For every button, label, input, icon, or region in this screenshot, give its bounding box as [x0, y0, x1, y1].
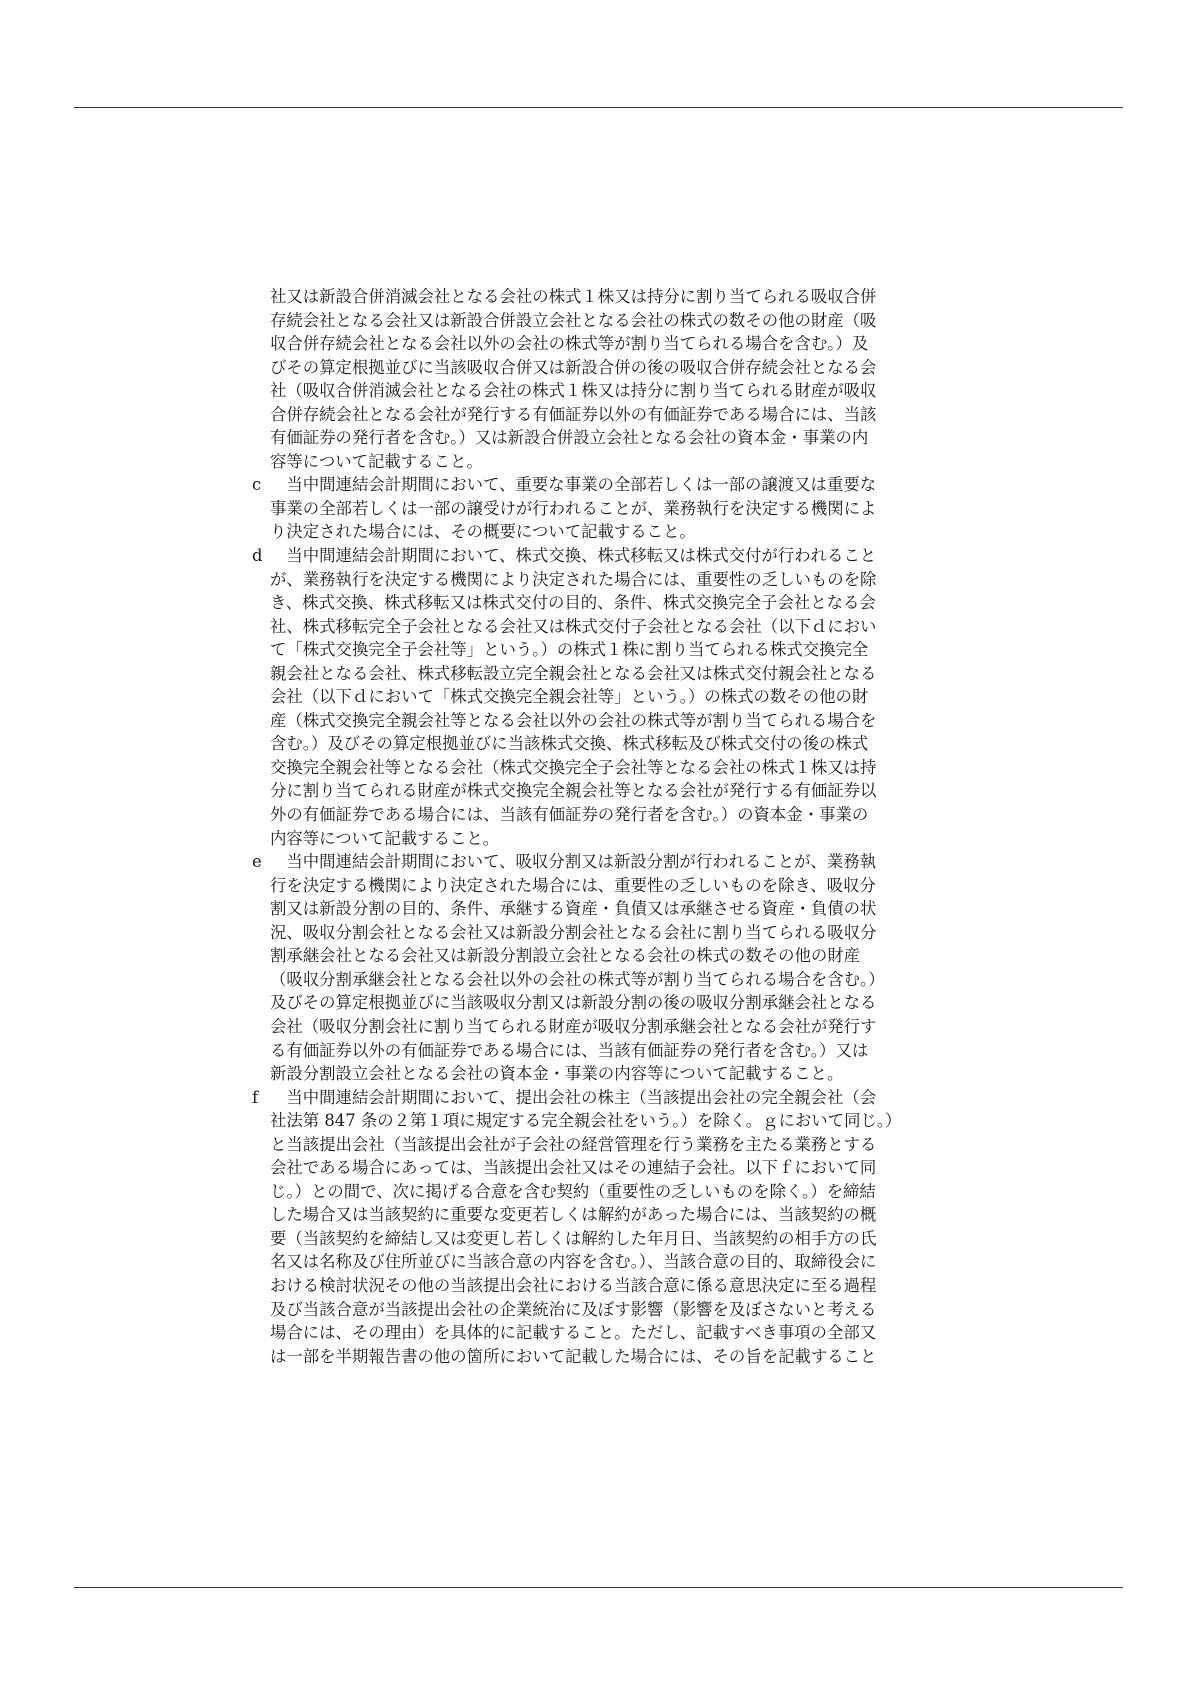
- text-line: [270, 803, 970, 827]
- text-line: [270, 732, 970, 756]
- text-line: [270, 827, 970, 851]
- text-line: [270, 568, 970, 592]
- line-text: 親会社となる会社、株式移転設立完全親会社となる会社又は株式交付親会社となる: [270, 663, 877, 683]
- text-line: [270, 1345, 970, 1369]
- item-c: [252, 473, 970, 544]
- text-line: [270, 874, 970, 898]
- text-line: [252, 473, 970, 497]
- line-text: 新設分割設立会社となる会社の資本金・事業の内容等について記載すること。: [270, 1064, 844, 1084]
- line-text: き、株式交換、株式移転又は株式交付の目的、条件、株式交換完全子会社となる会: [270, 593, 876, 613]
- line-text: 分に割り当てられる財産が株式交換完全親会社等となる会社が発行する有価証券以: [270, 781, 877, 801]
- line-text: 割又は新設分割の目的、条件、承継する資産・負債又は承継させる資産・負債の状: [270, 899, 877, 919]
- line-text: 外の有価証券である場合には、当該有価証券の発行者を含む。）の資本金・事業の: [270, 805, 869, 825]
- text-line: [270, 1062, 970, 1086]
- line-text: て「株式交換完全子会社等」という。）の株式１株に割り当てられる株式交換完全: [270, 640, 869, 660]
- text-line: [270, 756, 970, 780]
- text-line: [270, 709, 970, 733]
- footer-rule: [74, 1587, 1123, 1588]
- line-text: 社又は新設合併消滅会社となる会社の株式１株又は持分に割り当てられる吸収合併: [270, 287, 877, 306]
- line-text: びその算定根拠並びに当該吸収合併又は新設合併の後の吸収合併存続会社となる会: [270, 357, 877, 377]
- line-text: は一部を半期報告書の他の箇所において記載した場合には、その旨を記載すること: [270, 1346, 877, 1366]
- line-text: 容等について記載すること。: [270, 451, 483, 471]
- text-line: [270, 991, 970, 1015]
- line-text: 社（吸収合併消滅会社となる会社の株式１株又は持分に割り当てられる財産が吸収: [270, 381, 877, 401]
- line-text: が、業務執行を決定する機関により決定された場合には、重要性の乏しいものを除: [270, 569, 877, 589]
- line-text: 及びその算定根拠並びに当該吸収分割又は新設分割の後の吸収分割承継会社となる: [270, 993, 877, 1013]
- line-text: 要（当該契約を締結し又は変更し若しくは解約した年月日、当該契約の相手方の氏: [270, 1228, 877, 1248]
- item-marker: c: [252, 475, 262, 495]
- line-text: 及び当該合意が当該提出会社の企業統治に及ぼす影響（影響を及ぼさないと考える: [270, 1299, 877, 1319]
- text-line: [270, 379, 970, 403]
- line-text: （吸収分割承継会社となる会社以外の会社の株式等が割り当てられる場合を含む。）: [270, 969, 885, 989]
- text-line: [270, 1250, 970, 1274]
- text-line: [270, 332, 970, 356]
- text-line: [270, 1274, 970, 1298]
- text-line: [270, 921, 970, 945]
- text-line: [270, 1015, 970, 1039]
- text-line: [270, 285, 970, 309]
- text-line: [270, 1321, 970, 1345]
- line-text: 収合併存続会社となる会社以外の会社の株式等が割り当てられる場合を含む。）及: [270, 334, 869, 354]
- line-text: 行を決定する機関により決定された場合には、重要性の乏しいものを除き、吸収分: [270, 875, 876, 895]
- line-text: 況、吸収分割会社となる会社又は新設分割会社となる会社に割り当てられる吸収分: [270, 922, 877, 942]
- line-text: 当中間連結会計期間において、株式交換、株式移転又は株式交付が行われること: [270, 546, 877, 566]
- item-d: [252, 544, 970, 850]
- item-marker: d: [252, 546, 263, 566]
- text-line: [270, 1109, 970, 1133]
- text-line: [270, 897, 970, 921]
- line-text: 内容等について記載すること。: [270, 828, 500, 848]
- item-f: [252, 1086, 970, 1369]
- text-line: [270, 1133, 970, 1157]
- line-text: 会社（以下ｄにおいて「株式交換完全親会社等」という。）の株式の数その他の財: [270, 687, 869, 707]
- text-line: [270, 662, 970, 686]
- line-text: 産（株式交換完全親会社等となる会社以外の会社の株式等が割り当てられる場合を: [270, 710, 877, 730]
- line-text: 割承継会社となる会社又は新設分割設立会社となる会社の株式の数その他の財産: [270, 946, 861, 966]
- text-line: [270, 1156, 970, 1180]
- line-text: した場合又は当該契約に重要な変更若しくは解約があった場合には、当該契約の概: [270, 1205, 877, 1225]
- text-line: [252, 1086, 970, 1110]
- text-line: [270, 1203, 970, 1227]
- line-text: る有価証券以外の有価証券である場合には、当該有価証券の発行者を含む。）又は: [270, 1040, 869, 1060]
- text-line: [270, 426, 970, 450]
- header-rule: [74, 107, 1123, 108]
- text-line: [252, 850, 970, 874]
- text-line: [270, 1180, 970, 1204]
- text-line: [270, 356, 970, 380]
- line-text: 場合には、その理由）を具体的に記載すること。ただし、記載すべき事項の全部又: [270, 1323, 877, 1343]
- line-text: 会社（吸収分割会社に割り当てられる財産が吸収分割承継会社となる会社が発行す: [270, 1016, 877, 1036]
- line-text: おける検討状況その他の当該提出会社における当該合意に係る意思決定に至る過程: [270, 1275, 877, 1295]
- text-line: [270, 1039, 970, 1063]
- line-text: 当中間連結会計期間において、提出会社の株主（当該提出会社の完全親会社（会: [270, 1087, 877, 1107]
- text-line: [270, 944, 970, 968]
- item-e: [252, 850, 970, 1085]
- document-body: [252, 285, 970, 1368]
- item-marker: f: [252, 1087, 259, 1107]
- text-line: [270, 1298, 970, 1322]
- paragraph-continued: [270, 285, 970, 473]
- line-text: 会社である場合にあっては、当該提出会社又はその連結子会社。以下ｆにおいて同: [270, 1158, 877, 1178]
- line-text: 名又は名称及び住所並びに当該合意の内容を含む。）、当該合意の目的、取締役会に: [270, 1252, 877, 1272]
- line-text: 社、株式移転完全子会社となる会社又は株式交付子会社となる会社（以下ｄにおい: [270, 616, 877, 636]
- line-text: 社法第 847 条の２第１項に規定する完全親会社をいう。）を除く。ｇにおいて同じ。）: [270, 1111, 902, 1131]
- line-text: じ。）との間で、次に掲げる合意を含む契約（重要性の乏しいものを除く。）を締結: [270, 1181, 876, 1201]
- line-text: 当中間連結会計期間において、重要な事業の全部若しくは一部の譲渡又は重要な: [270, 475, 877, 495]
- text-line: [270, 403, 970, 427]
- text-line: [270, 968, 970, 992]
- line-text: 交換完全親会社等となる会社（株式交換完全子会社等となる会社の株式１株又は持: [270, 757, 877, 777]
- text-line: [270, 779, 970, 803]
- text-line: [252, 544, 970, 568]
- line-text: 存続会社となる会社又は新設合併設立会社となる会社の株式の数その他の財産（吸: [270, 310, 877, 330]
- text-line: [270, 638, 970, 662]
- text-line: [270, 520, 970, 544]
- text-line: [270, 450, 970, 474]
- text-line: [270, 1227, 970, 1251]
- line-text: と当該提出会社（当該提出会社が子会社の経営管理を行う業務を主たる業務とする: [270, 1134, 877, 1154]
- text-line: [270, 497, 970, 521]
- line-text: 事業の全部若しくは一部の譲受けが行われることが、業務執行を決定する機関によ: [270, 498, 877, 518]
- text-line: [270, 591, 970, 615]
- line-text: 有価証券の発行者を含む。）又は新設合併設立会社となる会社の資本金・事業の内: [270, 428, 869, 448]
- line-text: 当中間連結会計期間において、吸収分割又は新設分割が行われることが、業務執: [270, 852, 877, 872]
- line-text: り決定された場合には、その概要について記載すること。: [270, 522, 696, 542]
- text-line: [270, 685, 970, 709]
- line-text: 含む。）及びその算定根拠並びに当該株式交換、株式移転及び株式交付の後の株式: [270, 734, 869, 754]
- line-text: 合併存続会社となる会社が発行する有価証券以外の有価証券である場合には、当該: [270, 404, 877, 424]
- text-line: [270, 615, 970, 639]
- item-marker: e: [252, 852, 262, 872]
- text-line: [270, 309, 970, 333]
